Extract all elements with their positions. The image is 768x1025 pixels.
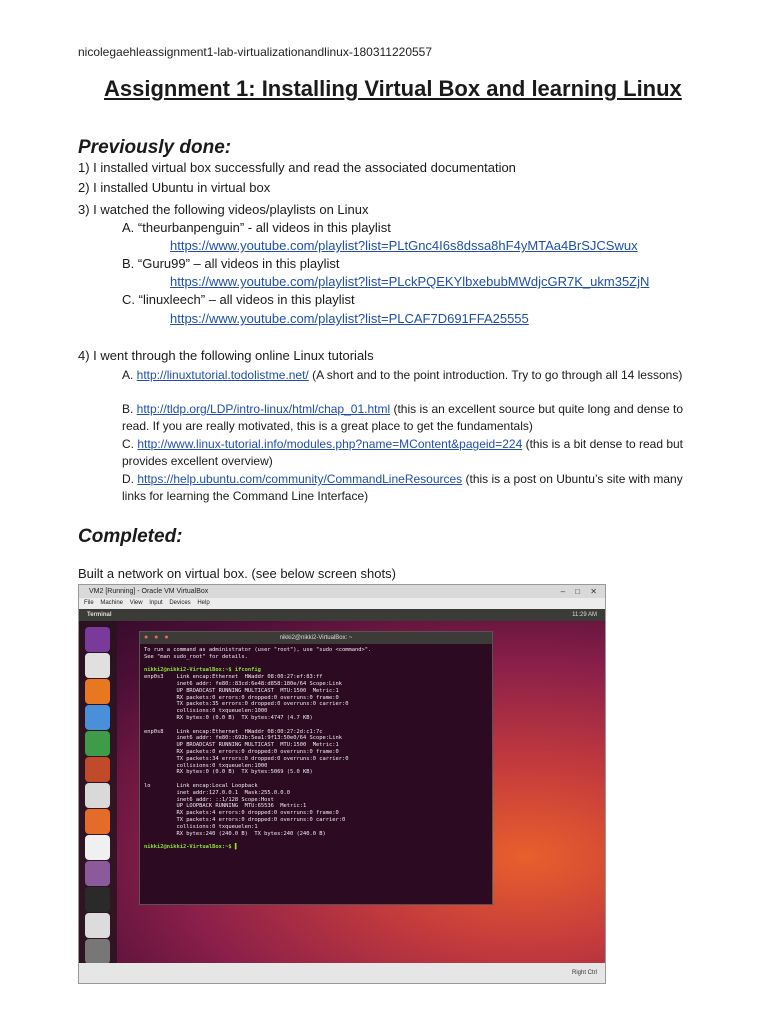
vm-menubar [79, 598, 605, 609]
completed-text: Built a network on virtual box. (see below screen shots) [78, 566, 396, 581]
vm-window-controls[interactable]: – □ ✕ [560, 587, 601, 596]
video-b-link[interactable]: https://www.youtube.com/playlist?list=PLckPQEKYlbxebubMWdjcGR7K_ukm35ZjN [170, 274, 650, 289]
launcher-app-icon[interactable] [85, 913, 110, 938]
terminal-line: collisions:0 txqueuelen:1000 [144, 762, 268, 769]
tutorial-a-desc: (A short and to the point introduction. Try to go through all 14 lessons) [308, 368, 683, 382]
video-a-label: A. “theurbanpenguin” - all videos in this playlist [122, 220, 391, 235]
launcher-app-icon[interactable] [85, 627, 110, 652]
terminal-line: nikki2@nikki2-VirtualBox:~$ ifconfig [144, 667, 261, 674]
topbar-clock: 11:29 AM [572, 612, 597, 618]
tutorial-a-prefix: A. [122, 368, 137, 382]
terminal-title: nikki2@nikki2-VirtualBox: ~ [279, 635, 353, 641]
tutorial-c-link[interactable]: http://www.linux-tutorial.info/modules.php?name=MContent&pageid=224 [137, 437, 523, 451]
terminal-line: UP BROADCAST RUNNING MULTICAST MTU:1500 Metric:1 [144, 687, 339, 694]
tutorial-d [122, 471, 702, 505]
menu-machine[interactable]: Machine [100, 600, 124, 606]
launcher-app-icon[interactable] [85, 653, 110, 678]
video-c-link[interactable]: https://www.youtube.com/playlist?list=PLCAF7D691FFA25555 [170, 311, 529, 326]
tutorial-b-prefix: B. [122, 402, 137, 416]
launcher-app-icon[interactable] [85, 861, 110, 886]
tutorial-a-link[interactable]: http://linuxtutorial.todolistme.net/ [136, 368, 309, 382]
video-b-label: B. “Guru99” – all videos in this playlist [122, 256, 340, 271]
terminal-line: enp0s8 Link encap:Ethernet HWaddr 08:00:27:2d:c1:7c [144, 728, 323, 735]
terminal-line: TX packets:35 errors:0 dropped:0 overruns:0 carrier:0 [144, 701, 349, 708]
list-item-3: 3) I watched the following videos/playlists on Linux [78, 202, 369, 217]
terminal-line: See "man sudo_root" for details. [144, 653, 248, 660]
terminal-line: UP BROADCAST RUNNING MULTICAST MTU:1500 Metric:1 [144, 742, 339, 749]
terminal-line: To run a command as administrator (user "root"), use "sudo <command>". [144, 647, 372, 653]
tutorial-a [122, 367, 702, 384]
terminal-prompt[interactable]: nikki2@nikki2-VirtualBox:~$ ▌ [144, 844, 239, 851]
launcher-app-icon[interactable] [85, 783, 110, 808]
virtualbox-screenshot [78, 584, 606, 984]
menu-devices[interactable]: Devices [169, 600, 191, 606]
terminal-titlebar [140, 632, 492, 644]
terminal-line: lo Link encap:Local Loopback [144, 782, 258, 789]
vm-window-titlebar [79, 585, 605, 598]
list-item-1: 1) I installed virtual box successfully and read the associated documentation [78, 160, 516, 175]
topbar-app-title: Terminal [87, 612, 112, 618]
ubuntu-desktop [79, 609, 605, 963]
terminal-line: inet6 addr: fe80::83cd:6e48:d858:180e/64 Scope:Link [144, 680, 342, 687]
list-item-4: 4) I went through the following online Linux tutorials [78, 348, 374, 363]
terminal-line: TX packets:34 errors:0 dropped:0 overruns:0 carrier:0 [144, 755, 349, 762]
terminal-line: RX packets:0 errors:0 dropped:0 overruns:0 frame:0 [144, 748, 339, 755]
previously-done-heading: Previously done: [78, 137, 232, 158]
menu-help[interactable]: Help [197, 600, 210, 606]
launcher-app-icon[interactable] [85, 731, 110, 756]
host-key-label: Right Ctrl [571, 970, 597, 976]
terminal-window-buttons[interactable]: ● ● ● [144, 634, 171, 641]
terminal-window[interactable] [139, 631, 493, 905]
terminal-line [144, 661, 488, 668]
tutorial-d-link[interactable]: https://help.ubuntu.com/community/CommandLineResources [137, 472, 463, 486]
vm-window-title: VM2 [Running] - Oracle VM VirtualBox [89, 588, 209, 595]
launcher-app-icon[interactable] [85, 887, 110, 912]
tutorial-c-desc: (this is a bit dense to read but provides excellent overview) [122, 437, 684, 468]
terminal-line: UP LOOPBACK RUNNING MTU:65536 Metric:1 [144, 803, 307, 810]
ubuntu-topbar [79, 609, 605, 621]
tutorial-c [122, 436, 702, 470]
launcher-app-icon[interactable] [85, 835, 110, 860]
tutorial-c-prefix: C. [122, 437, 138, 451]
terminal-line: enp0s3 Link encap:Ethernet HWaddr 08:00:27:ef:83:ff [144, 674, 323, 681]
terminal-line: collisions:0 txqueuelen:1000 [144, 708, 268, 715]
video-a-link[interactable]: https://www.youtube.com/playlist?list=PLtGnc4I6s8dssa8hF4yMTAa4BrSJCSwux [170, 238, 638, 253]
launcher-app-icon[interactable] [85, 939, 110, 964]
vm-statusbar [79, 963, 605, 983]
terminal-line: RX bytes:240 (240.0 B) TX bytes:240 (240.0 B) [144, 830, 326, 837]
launcher-app-icon[interactable] [85, 679, 110, 704]
terminal-line: inet6 addr: ::1/128 Scope:Host [144, 796, 274, 803]
document-header-id: nicolegaehleassignment1-lab-virtualizationandlinux-180311220557 [78, 45, 433, 59]
list-item-2: 2) I installed Ubuntu in virtual box [78, 180, 271, 195]
tutorial-d-desc: (this is a post on Ubuntu’s site with many links for learning the Command Line Interface) [122, 472, 683, 503]
menu-input[interactable]: Input [149, 600, 163, 606]
terminal-line: TX packets:4 errors:0 dropped:0 overruns:0 carrier:0 [144, 816, 346, 823]
video-c-label: C. “linuxleech” – all videos in this playlist [122, 292, 355, 307]
terminal-line: RX bytes:0 (0.0 B) TX bytes:5069 (5.0 KB) [144, 769, 313, 776]
ubuntu-launcher [79, 621, 117, 963]
menu-view[interactable]: View [129, 600, 143, 606]
tutorial-b-desc: (this is an excellent source but quite long and dense to read. If you are really motivated, this is a great place to get the fundamentals) [122, 402, 683, 433]
tutorial-b [122, 401, 702, 435]
terminal-line: RX bytes:0 (0.0 B) TX bytes:4747 (4.7 KB) [144, 714, 313, 721]
tutorial-b-link[interactable]: http://tldp.org/LDP/intro-linux/html/chap_01.html [136, 402, 391, 416]
terminal-line [144, 776, 488, 783]
terminal-line: collisions:0 txqueuelen:1 [144, 823, 258, 830]
terminal-line: RX packets:4 errors:0 dropped:0 overruns:0 frame:0 [144, 810, 339, 817]
launcher-app-icon[interactable] [85, 705, 110, 730]
terminal-line [144, 722, 488, 729]
tutorial-d-prefix: D. [122, 472, 138, 486]
terminal-line: inet6 addr: fe80::692b:5ea1:9f13:50e0/64 Scope:Link [144, 735, 342, 742]
menu-file[interactable]: File [84, 600, 94, 606]
completed-heading: Completed: [78, 526, 183, 547]
terminal-output [144, 647, 488, 902]
terminal-line: inet addr:127.0.0.1 Mask:255.0.0.0 [144, 789, 291, 796]
terminal-line: RX packets:0 errors:0 dropped:0 overruns:0 frame:0 [144, 694, 339, 701]
document-title: Assignment 1: Installing Virtual Box and learning Linux [104, 76, 682, 101]
launcher-app-icon[interactable] [85, 809, 110, 834]
launcher-app-icon[interactable] [85, 757, 110, 782]
